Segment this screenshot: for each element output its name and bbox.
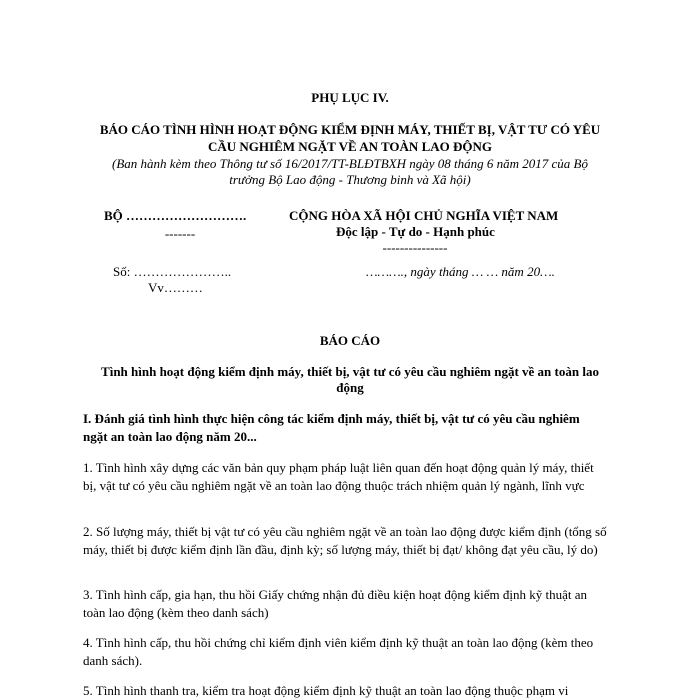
item-2: 2. Số lượng máy, thiết bị vật tư có yêu cầu nghiêm ngặt về an toàn lao động được kiểm định (tổng số máy, thiết bị được kiểm định lần đầu, định kỳ; số lượng máy, thiết bị đạt/ không đạt yêu cầu, lý do): [83, 524, 607, 557]
appendix-label: PHỤ LỤC IV.: [311, 90, 389, 105]
issued-note-line2: trưởng Bộ Lao động - Thương binh và Xã hội): [229, 172, 471, 187]
body-subtitle-line1: Tình hình hoạt động kiểm định máy, thiết bị, vật tư có yêu cầu nghiêm ngặt về an toàn lao: [101, 364, 599, 379]
document-subject: Vv………: [148, 280, 203, 295]
ministry-underline: -------: [164, 226, 196, 241]
motto-underline: ---------------: [382, 240, 448, 255]
report-title-line2: CẦU NGHIÊM NGẶT VỀ AN TOÀN LAO ĐỘNG: [208, 139, 492, 154]
section-1-heading: I. Đánh giá tình hình thực hiện công tác kiểm định máy, thiết bị, vật tư có yêu cầu nghiêm ngặt an toàn lao động năm 20...: [83, 411, 580, 444]
item-3: 3. Tình hình cấp, gia hạn, thu hồi Giấy chứng nhận đủ điều kiện hoạt động kiểm định kỹ thuật an toàn lao động (kèm theo danh sách): [83, 587, 587, 620]
body-subtitle-line2: động: [336, 380, 364, 395]
item-1: 1. Tình hình xây dựng các văn bản quy phạm pháp luật liên quan đến hoạt động quản lý máy, thiết bị, vật tư có yêu cầu nghiêm ngặt về an toàn lao động thuộc trách nhiệm quản lý ngành, lĩnh vực: [83, 460, 594, 493]
date-line: ………., ngày tháng … … năm 20….: [366, 264, 555, 279]
body-title: BÁO CÁO: [319, 333, 381, 348]
issued-note-line1: (Ban hành kèm theo Thông tư số 16/2017/TT-BLĐTBXH ngày 08 tháng 6 năm 2017 của Bộ: [112, 156, 588, 171]
report-title-line1: BÁO CÁO TÌNH HÌNH HOẠT ĐỘNG KIỂM ĐỊNH MÁY, THIẾT BỊ, VẬT TƯ CÓ YÊU: [99, 122, 601, 137]
country-name: CỘNG HÒA XÃ HỘI CHỦ NGHĨA VIỆT NAM: [289, 208, 559, 223]
item-5: 5. Tình hình thanh tra, kiểm tra hoạt động kiểm định kỹ thuật an toàn lao động thuộc phạm vi: [83, 683, 569, 698]
document-number: Số: …………………..: [113, 264, 232, 279]
ministry-name: BỘ ……………………….: [104, 208, 247, 223]
item-4: 4. Tình hình cấp, thu hồi chứng chỉ kiểm định viên kiểm định kỹ thuật an toàn lao động (kèm theo danh sách).: [83, 635, 594, 668]
national-motto: Độc lập - Tự do - Hạnh phúc: [336, 224, 495, 239]
